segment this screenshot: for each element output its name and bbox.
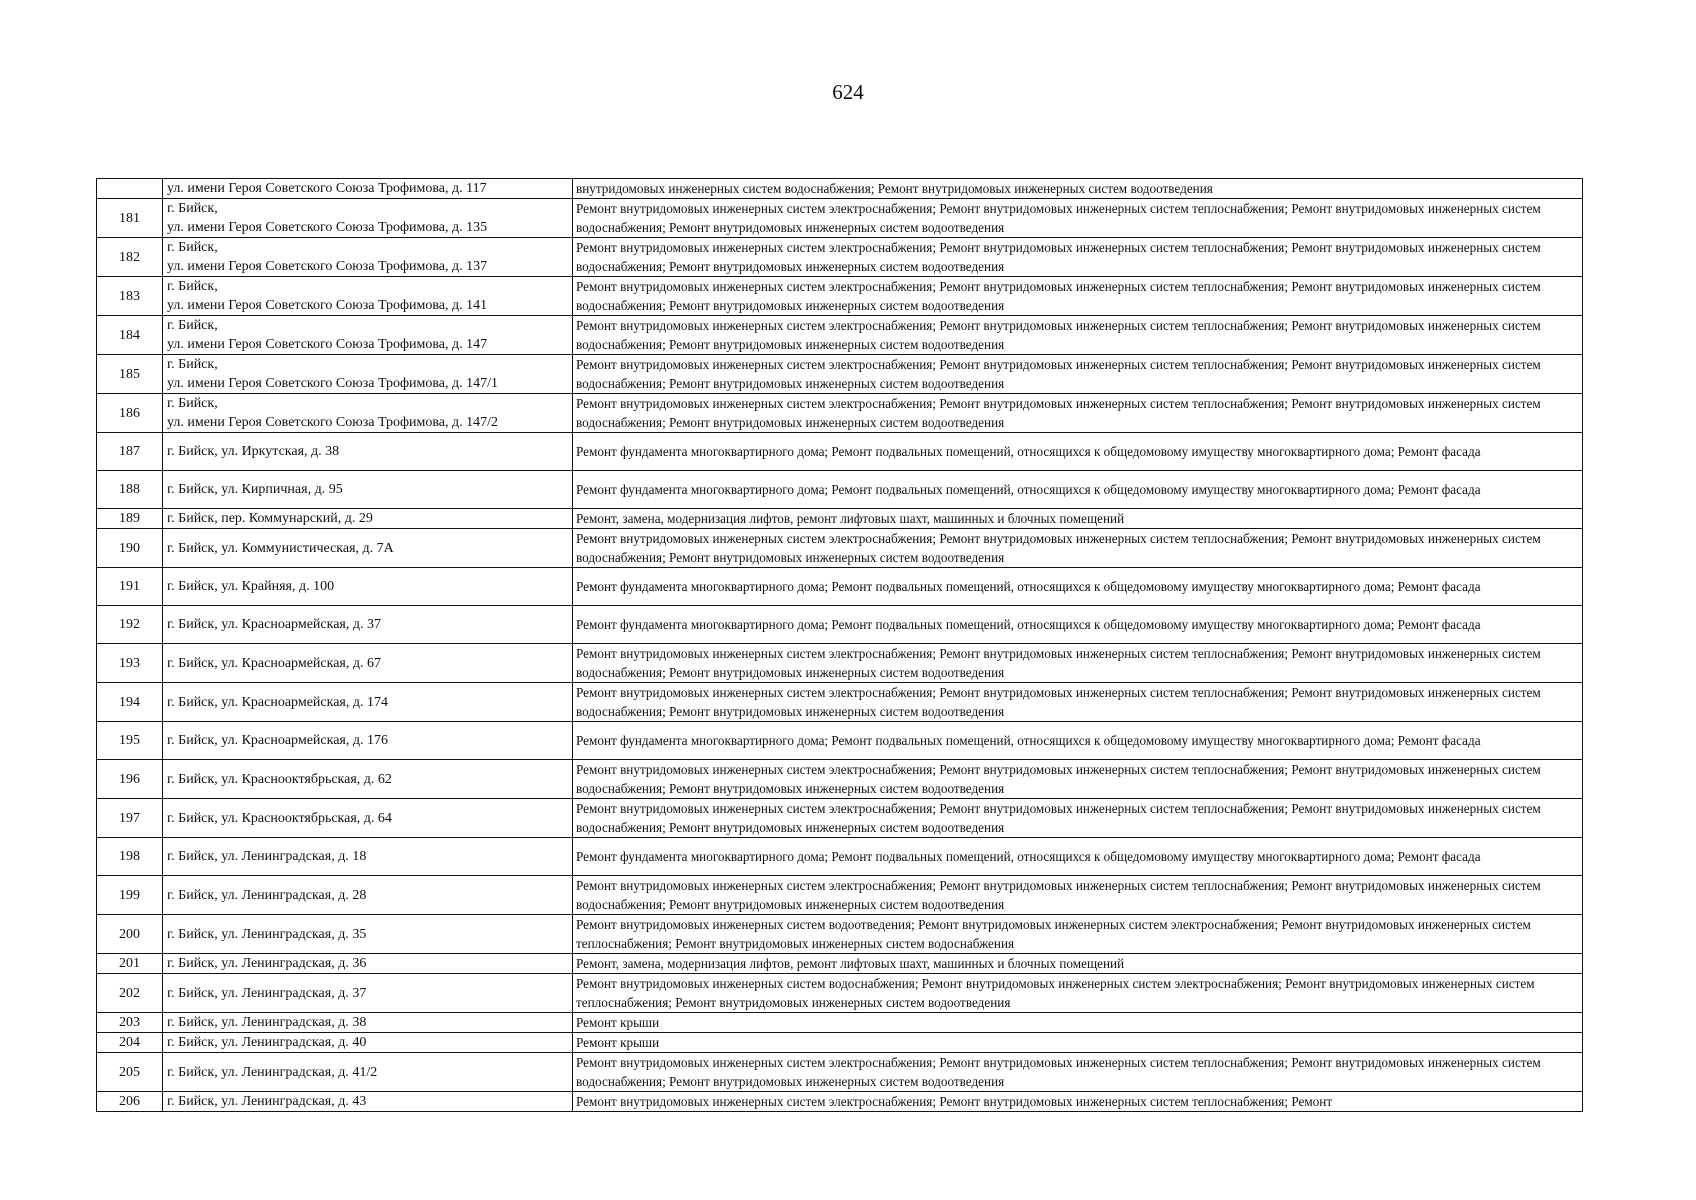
row-number: 199 — [97, 876, 163, 915]
row-number: 192 — [97, 606, 163, 644]
row-number: 194 — [97, 683, 163, 722]
row-work-types: Ремонт внутридомовых инженерных систем электроснабжения; Ремонт внутридомовых инженерных систем теплоснабжения; Ремонт внутридомовых инженерных систем водоснабжения; Ремонт внутридомовых инженерных систем водоотведения — [573, 238, 1583, 277]
table-row — [97, 644, 1583, 683]
table-row — [97, 316, 1583, 355]
row-number: 185 — [97, 355, 163, 394]
row-work-types: Ремонт внутридомовых инженерных систем водоснабжения; Ремонт внутридомовых инженерных систем электроснабжения; Ремонт внутридомовых инженерных систем теплоснабжения; Ремонт внутридомовых инженерных систем водоотведения — [573, 974, 1583, 1013]
row-work-types: Ремонт внутридомовых инженерных систем электроснабжения; Ремонт внутридомовых инженерных систем теплоснабжения; Ремонт внутридомовых инженерных систем водоснабжения; Ремонт внутридомовых инженерных систем водоотведения — [573, 277, 1583, 316]
row-work-types: Ремонт внутридомовых инженерных систем электроснабжения; Ремонт внутридомовых инженерных систем теплоснабжения; Ремонт внутридомовых инженерных систем водоснабжения; Ремонт внутридомовых инженерных систем водоотведения — [573, 394, 1583, 433]
row-work-types: Ремонт крыши — [573, 1033, 1583, 1053]
row-address: г. Бийск, ул. имени Героя Советского Союза Трофимова, д. 147/2 — [163, 394, 573, 433]
table-row — [97, 394, 1583, 433]
row-number — [97, 179, 163, 199]
row-address: г. Бийск, ул. Ленинградская, д. 43 — [163, 1092, 573, 1112]
row-address: г. Бийск, пер. Коммунарский, д. 29 — [163, 509, 573, 529]
table-row — [97, 1092, 1583, 1112]
row-address: г. Бийск, ул. Ленинградская, д. 36 — [163, 954, 573, 974]
table-row — [97, 238, 1583, 277]
row-work-types: Ремонт фундамента многоквартирного дома; Ремонт подвальных помещений, относящихся к общедомовому имуществу многоквартирного дома; Ремонт фасада — [573, 433, 1583, 471]
row-number: 198 — [97, 838, 163, 876]
row-address: г. Бийск, ул. имени Героя Советского Союза Трофимова, д. 137 — [163, 238, 573, 277]
row-number: 184 — [97, 316, 163, 355]
row-work-types: Ремонт крыши — [573, 1013, 1583, 1033]
row-number: 188 — [97, 471, 163, 509]
table-row — [97, 799, 1583, 838]
row-address: г. Бийск, ул. Иркутская, д. 38 — [163, 433, 573, 471]
table-row — [97, 838, 1583, 876]
table-row — [97, 974, 1583, 1013]
row-address: г. Бийск, ул. Краснооктябрьская, д. 64 — [163, 799, 573, 838]
row-work-types: Ремонт фундамента многоквартирного дома; Ремонт подвальных помещений, относящихся к общедомовому имуществу многоквартирного дома; Ремонт фасада — [573, 471, 1583, 509]
row-work-types: Ремонт внутридомовых инженерных систем электроснабжения; Ремонт внутридомовых инженерных систем теплоснабжения; Ремонт внутридомовых инженерных систем водоснабжения; Ремонт внутридомовых инженерных систем водоотведения — [573, 799, 1583, 838]
row-number: 193 — [97, 644, 163, 683]
table-row — [97, 954, 1583, 974]
row-work-types: Ремонт внутридомовых инженерных систем электроснабжения; Ремонт внутридомовых инженерных систем теплоснабжения; Ремонт внутридомовых инженерных систем водоснабжения; Ремонт внутридомовых инженерных систем водоотведения — [573, 760, 1583, 799]
row-number: 186 — [97, 394, 163, 433]
row-address: г. Бийск, ул. Красноармейская, д. 176 — [163, 722, 573, 760]
row-address: г. Бийск, ул. имени Героя Советского Союза Трофимова, д. 147 — [163, 316, 573, 355]
row-work-types: Ремонт внутридомовых инженерных систем электроснабжения; Ремонт внутридомовых инженерных систем теплоснабжения; Ремонт внутридомовых инженерных систем водоснабжения; Ремонт внутридомовых инженерных систем водоотведения — [573, 199, 1583, 238]
table-row — [97, 1053, 1583, 1092]
table-row — [97, 568, 1583, 606]
row-number: 182 — [97, 238, 163, 277]
row-address: ул. имени Героя Советского Союза Трофимова, д. 117 — [163, 179, 573, 199]
row-number: 195 — [97, 722, 163, 760]
row-address: г. Бийск, ул. Ленинградская, д. 18 — [163, 838, 573, 876]
table-row — [97, 179, 1583, 199]
table-row — [97, 1013, 1583, 1033]
row-number: 204 — [97, 1033, 163, 1053]
row-number: 201 — [97, 954, 163, 974]
table-row — [97, 760, 1583, 799]
row-number: 187 — [97, 433, 163, 471]
row-number: 181 — [97, 199, 163, 238]
row-number: 206 — [97, 1092, 163, 1112]
row-number: 202 — [97, 974, 163, 1013]
table-row — [97, 433, 1583, 471]
table-body — [97, 179, 1583, 1112]
table-row — [97, 471, 1583, 509]
row-address: г. Бийск, ул. Красноармейская, д. 37 — [163, 606, 573, 644]
row-number: 205 — [97, 1053, 163, 1092]
row-work-types: Ремонт внутридомовых инженерных систем электроснабжения; Ремонт внутридомовых инженерных систем теплоснабжения; Ремонт внутридомовых инженерных систем водоснабжения; Ремонт внутридомовых инженерных систем водоотведения — [573, 683, 1583, 722]
row-address: г. Бийск, ул. Коммунистическая, д. 7А — [163, 529, 573, 568]
row-number: 197 — [97, 799, 163, 838]
page-number: 624 — [832, 80, 864, 104]
table-row — [97, 199, 1583, 238]
row-address: г. Бийск, ул. Ленинградская, д. 28 — [163, 876, 573, 915]
row-address: г. Бийск, ул. Красноармейская, д. 67 — [163, 644, 573, 683]
row-work-types: Ремонт фундамента многоквартирного дома; Ремонт подвальных помещений, относящихся к общедомовому имуществу многоквартирного дома; Ремонт фасада — [573, 838, 1583, 876]
row-address: г. Бийск, ул. Ленинградская, д. 40 — [163, 1033, 573, 1053]
table-row — [97, 529, 1583, 568]
table-row — [97, 683, 1583, 722]
row-address: г. Бийск, ул. Ленинградская, д. 35 — [163, 915, 573, 954]
row-work-types: Ремонт внутридомовых инженерных систем электроснабжения; Ремонт внутридомовых инженерных систем теплоснабжения; Ремонт внутридомовых инженерных систем водоснабжения; Ремонт внутридомовых инженерных систем водоотведения — [573, 316, 1583, 355]
table-row — [97, 277, 1583, 316]
row-number: 200 — [97, 915, 163, 954]
row-work-types: Ремонт внутридомовых инженерных систем электроснабжения; Ремонт внутридомовых инженерных систем теплоснабжения; Ремонт внутридомовых инженерных систем водоснабжения; Ремонт внутридомовых инженерных систем водоотведения — [573, 644, 1583, 683]
table-row — [97, 1033, 1583, 1053]
row-address: г. Бийск, ул. имени Героя Советского Союза Трофимова, д. 135 — [163, 199, 573, 238]
row-number: 189 — [97, 509, 163, 529]
row-work-types: Ремонт, замена, модернизация лифтов, ремонт лифтовых шахт, машинных и блочных помещений — [573, 509, 1583, 529]
row-address: г. Бийск, ул. Краснооктябрьская, д. 62 — [163, 760, 573, 799]
row-address: г. Бийск, ул. Крайняя, д. 100 — [163, 568, 573, 606]
row-address: г. Бийск, ул. имени Героя Советского Союза Трофимова, д. 141 — [163, 277, 573, 316]
row-number: 191 — [97, 568, 163, 606]
row-work-types: Ремонт внутридомовых инженерных систем электроснабжения; Ремонт внутридомовых инженерных систем теплоснабжения; Ремонт внутридомовых инженерных систем водоснабжения; Ремонт внутридомовых инженерных систем водоотведения — [573, 529, 1583, 568]
row-number: 196 — [97, 760, 163, 799]
row-address: г. Бийск, ул. имени Героя Советского Союза Трофимова, д. 147/1 — [163, 355, 573, 394]
row-address: г. Бийск, ул. Ленинградская, д. 38 — [163, 1013, 573, 1033]
row-address: г. Бийск, ул. Кирпичная, д. 95 — [163, 471, 573, 509]
row-work-types: Ремонт внутридомовых инженерных систем водоотведения; Ремонт внутридомовых инженерных систем электроснабжения; Ремонт внутридомовых инженерных систем теплоснабжения; Ремонт внутридомовых инженерных систем водоснабжения — [573, 915, 1583, 954]
row-work-types: Ремонт, замена, модернизация лифтов, ремонт лифтовых шахт, машинных и блочных помещений — [573, 954, 1583, 974]
row-work-types: внутридомовых инженерных систем водоснабжения; Ремонт внутридомовых инженерных систем водоотведения — [573, 179, 1583, 199]
work-list-table — [96, 178, 1583, 1112]
row-address: г. Бийск, ул. Красноармейская, д. 174 — [163, 683, 573, 722]
table-row — [97, 915, 1583, 954]
row-work-types: Ремонт фундамента многоквартирного дома; Ремонт подвальных помещений, относящихся к общедомовому имуществу многоквартирного дома; Ремонт фасада — [573, 606, 1583, 644]
row-work-types: Ремонт внутридомовых инженерных систем электроснабжения; Ремонт внутридомовых инженерных систем теплоснабжения; Ремонт внутридомовых инженерных систем водоснабжения; Ремонт внутридомовых инженерных систем водоотведения — [573, 876, 1583, 915]
row-number: 190 — [97, 529, 163, 568]
row-work-types: Ремонт фундамента многоквартирного дома; Ремонт подвальных помещений, относящихся к общедомовому имуществу многоквартирного дома; Ремонт фасада — [573, 722, 1583, 760]
table-row — [97, 876, 1583, 915]
table-row — [97, 606, 1583, 644]
row-work-types: Ремонт внутридомовых инженерных систем электроснабжения; Ремонт внутридомовых инженерных систем теплоснабжения; Ремонт — [573, 1092, 1583, 1112]
row-address: г. Бийск, ул. Ленинградская, д. 37 — [163, 974, 573, 1013]
table-row — [97, 509, 1583, 529]
table-row — [97, 722, 1583, 760]
row-address: г. Бийск, ул. Ленинградская, д. 41/2 — [163, 1053, 573, 1092]
row-work-types: Ремонт фундамента многоквартирного дома; Ремонт подвальных помещений, относящихся к общедомовому имуществу многоквартирного дома; Ремонт фасада — [573, 568, 1583, 606]
row-number: 183 — [97, 277, 163, 316]
table-row — [97, 355, 1583, 394]
row-number: 203 — [97, 1013, 163, 1033]
row-work-types: Ремонт внутридомовых инженерных систем электроснабжения; Ремонт внутридомовых инженерных систем теплоснабжения; Ремонт внутридомовых инженерных систем водоснабжения; Ремонт внутридомовых инженерных систем водоотведения — [573, 355, 1583, 394]
row-work-types: Ремонт внутридомовых инженерных систем электроснабжения; Ремонт внутридомовых инженерных систем теплоснабжения; Ремонт внутридомовых инженерных систем водоснабжения; Ремонт внутридомовых инженерных систем водоотведения — [573, 1053, 1583, 1092]
